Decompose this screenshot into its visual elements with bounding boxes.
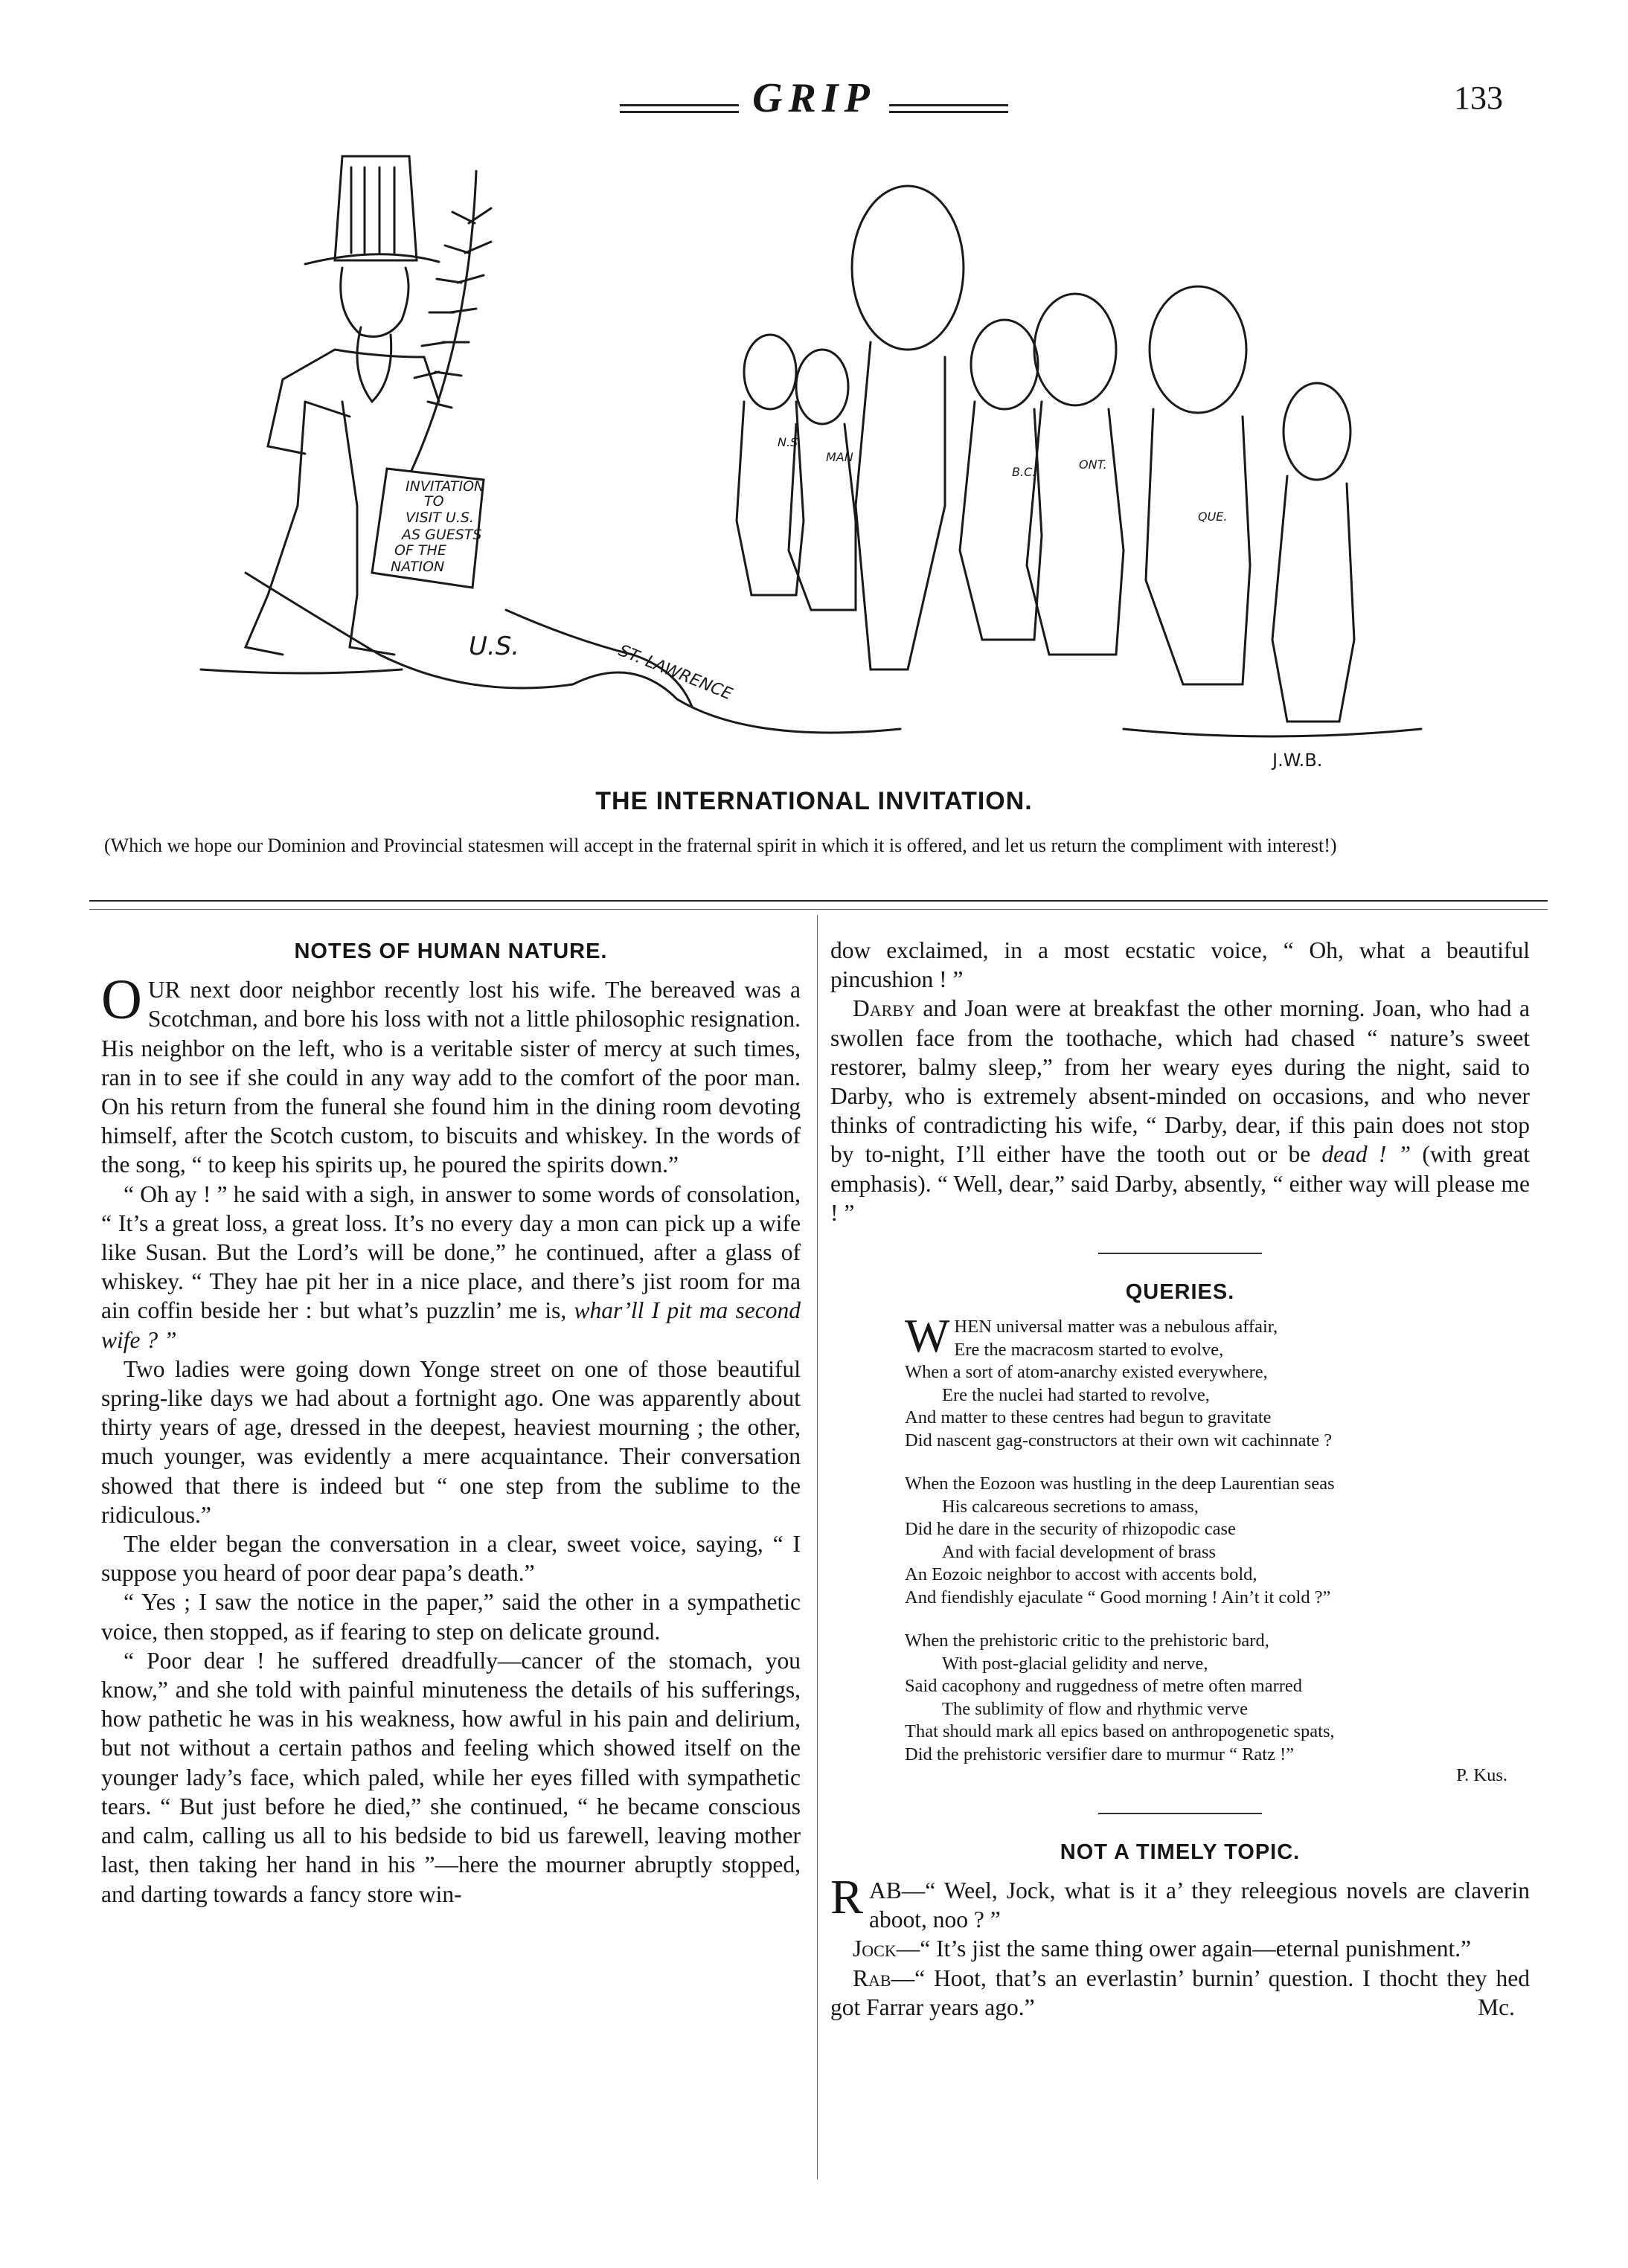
poem-drop-cap: W [905, 1309, 950, 1363]
poem-stanza-2 [905, 1473, 1530, 1609]
poem-line: An Eozoic neighbor to accost with accents bold, [905, 1564, 1257, 1585]
cartoon-caption-text: (Which we hope our Dominion and Provincial statesmen will accept in the fraternal spirit in which it is offered, and let us return the compliment with interest!) [104, 835, 1337, 856]
figure-tag-bc: B.C. [1012, 465, 1036, 479]
invitation-line-5: OF THE [394, 542, 446, 559]
poem-line: When the prehistoric critic to the prehistoric bard, [905, 1631, 1269, 1651]
label-us: U.S. [469, 632, 520, 661]
notes-paragraph-8-lead: Darby [853, 995, 915, 1022]
poem-line: The sublimity of flow and rhythmic verve [942, 1698, 1248, 1719]
masthead-left-rule [620, 104, 739, 113]
poem-line: That should mark all epics based on anthropogenetic spats, [905, 1721, 1335, 1742]
timely-line-3-text: “ Hoot, that’s an everlastin’ burnin’ question. I thocht they hed got Farrar years ago.” [830, 1965, 1530, 2020]
notes-paragraph-1 [101, 968, 801, 1179]
figure-tag-ont: ONT. [1079, 457, 1107, 472]
artist-signature: J.W.B. [1272, 750, 1323, 771]
notes-paragraph-8-text: and Joan were at breakfast the other morning. Joan, who had a swollen face from the toothache, which had chased “ nature’s sweet restorer, balmy sleep,” from her weary eyes during the night, said to Darby, who is extremely absent-minded on occasions, and who never thinks of contradicting his wife, “ Darby, dear, if this pain does not stop by to-night, I’ll either have the tooth out or be [830, 995, 1530, 1168]
page-number: 133 [1454, 80, 1503, 116]
poem-line: Did nascent gag-constructors at their own wit cachinnate ? [905, 1430, 1333, 1451]
masthead-right-rule [889, 104, 1008, 113]
notes-paragraph-8-italic: dead ! ” [1321, 1141, 1411, 1168]
invitation-line-1: INVITATION [406, 478, 485, 495]
timely-line-2 [830, 1934, 1530, 1963]
invitation-line-4: AS GUESTS [402, 527, 482, 543]
figure-tag-que: QUE. [1198, 510, 1228, 524]
left-column [101, 937, 801, 1909]
notes-paragraph-3: Two ladies were going down Yonge street on one of those beautiful spring-like days we had about a fortnight ago. One was apparently about thirty years of age, dressed in the deepest, heaviest mourning ; the other, much younger, was evidently a mere acquaintance. Their conversation showed that there is indeed but “ one step from the sublime to the ridiculous.” [101, 1355, 801, 1528]
timely-signature: Mc. [1478, 1994, 1515, 2020]
notes-paragraph-2-text: “ Oh ay ! ” he said with a sigh, in answer to some words of consolation, “ It’s a great loss, a great loss. It’s no every day a mon can pick up a wife like Susan. But the Lord’s will be done,” he continued, after a glass of whiskey. “ They hae pit her in a nice place, and there’s jist room for ma ain coffin beside her : but what’s puzzlin’ me is, [101, 1180, 801, 1324]
timely-line-1 [830, 1869, 1530, 1934]
notes-paragraph-4: The elder began the conversation in a clear, sweet voice, saying, “ I suppose you heard of poor dear papa’s death.” [101, 1531, 801, 1587]
notes-paragraph-8-end: (with great emphasis). “ Well, dear,” said Darby, absently, “ either way will please me ! ” [830, 1141, 1530, 1226]
notes-title: NOTES OF HUMAN NATURE. [294, 939, 608, 963]
notes-paragraph-6: “ Poor dear ! he suffered dreadfully—cancer of the stomach, you know,” and she told with painful minuteness the details of his sufferings, how pathetic he was in his weakness, how awful in his pain and delirium, but not without a certain pathos and feeling which showed itself on the younger lady’s face, which paled, while her eyes filled with sympathetic tears. “ But just before he died,” she continued, “ he became conscious and calm, calling us all to his bedside to bid us farewell, leaving mother last, then taking her hand in his ”—here the mourner abruptly stopped, and darting towards a fancy store win- [101, 1647, 801, 1907]
poem-line: When a sort of atom-anarchy existed everywhere, [905, 1362, 1268, 1383]
queries-title: QUERIES. [1125, 1280, 1235, 1305]
notes-paragraph-5: “ Yes ; I saw the notice in the paper,” said the other in a sympathetic voice, then stopped, as if fearing to step on delicate ground. [101, 1589, 801, 1645]
column-rule [817, 915, 818, 2179]
invitation-line-6: NATION [391, 559, 445, 575]
drop-cap: O [101, 968, 142, 1032]
speaker-jock: Jock— [853, 1935, 920, 1962]
timely-line-3 [830, 1964, 1530, 2022]
invitation-line-3: VISIT U.S. [406, 510, 474, 526]
cartoon-illustration [156, 134, 1496, 774]
invitation-line-2: TO [424, 493, 444, 510]
short-divider [1098, 1813, 1262, 1814]
poem-line: With post-glacial gelidity and nerve, [942, 1653, 1208, 1674]
label-river: ST. LAWRENCE [615, 641, 735, 704]
cartoon-caption-title: THE INTERNATIONAL INVITATION. [595, 787, 1033, 815]
palm-branch [402, 171, 491, 491]
poem-line: Ere the nuclei had started to revolve, [942, 1384, 1210, 1405]
poem-line: Did the prehistoric versifier dare to murmur “ Ratz !” [905, 1744, 1295, 1764]
poem-stanza-1 [905, 1309, 1530, 1452]
speaker-rab: AB— [869, 1877, 926, 1904]
figure-tag-ns: N.S. [778, 435, 802, 449]
short-divider [1098, 1253, 1262, 1254]
poem-line: Did he dare in the security of rhizopodic case [905, 1519, 1236, 1540]
notes-paragraph-7: dow exclaimed, in a most ecstatic voice, “ Oh, what a beautiful pincushion ! ” [830, 937, 1530, 993]
speaker-rab-2: Rab— [853, 1965, 915, 1991]
poem-line: Said cacophony and ruggedness of metre often marred [905, 1676, 1303, 1697]
timely-line-1-text: “ Weel, Jock, what is it a’ they releegious novels are claverin aboot, noo ? ” [869, 1877, 1530, 1933]
figure-tag-man: MAN [826, 450, 853, 464]
timely-line-2-text: “ It’s jist the same thing ower again—eternal punishment.” [920, 1935, 1472, 1962]
timely-drop-cap: R [830, 1869, 864, 1924]
timely-title: NOT A TIMELY TOPIC. [1060, 1840, 1301, 1864]
notes-paragraph-1-text: UR next door neighbor recently lost his wife. The bereaved was a Scotchman, and bore his loss with not a little philosophic resignation. His neighbor on the left, who is a veritable sister of mercy at such times, ran in to see if she could in any way add to the comfort of the poor man. On his return from the funeral she found him in the dining room devoting himself, after the Scotch custom, to biscuits and whiskey. In the words of the song, “ to keep his spirits up, he poured the spirits down.” [101, 977, 801, 1178]
poem-line: HEN universal matter was a nebulous affair, [954, 1317, 1278, 1337]
section-divider-thin [89, 909, 1548, 910]
poem-line: His calcareous secretions to amass, [942, 1496, 1199, 1517]
queries-poem [905, 1309, 1530, 1787]
notes-paragraph-2 [101, 1180, 801, 1355]
poem-line: And matter to these centres had begun to gravitate [905, 1407, 1272, 1428]
poem-line: Ere the macracosm started to evolve, [954, 1339, 1224, 1360]
section-divider [89, 900, 1548, 902]
poem-line: When the Eozoon was hustling in the deep Laurentian seas [905, 1474, 1335, 1494]
poem-stanza-3 [905, 1630, 1530, 1766]
masthead-title: GRIP [752, 75, 876, 121]
masthead [0, 74, 1628, 119]
poem-line: And with facial development of brass [942, 1541, 1217, 1562]
notes-paragraph-2-italic: whar’ll I pit ma second wife ? ” [101, 1297, 801, 1353]
poem-line: And fiendishly ejaculate “ Good morning ! Ain’t it cold ?” [905, 1587, 1331, 1607]
right-column [830, 936, 1530, 2022]
poem-signature: P. Kus. [1456, 1765, 1507, 1786]
uncle-sam-figure [246, 156, 439, 655]
notes-paragraph-8 [830, 994, 1530, 1227]
